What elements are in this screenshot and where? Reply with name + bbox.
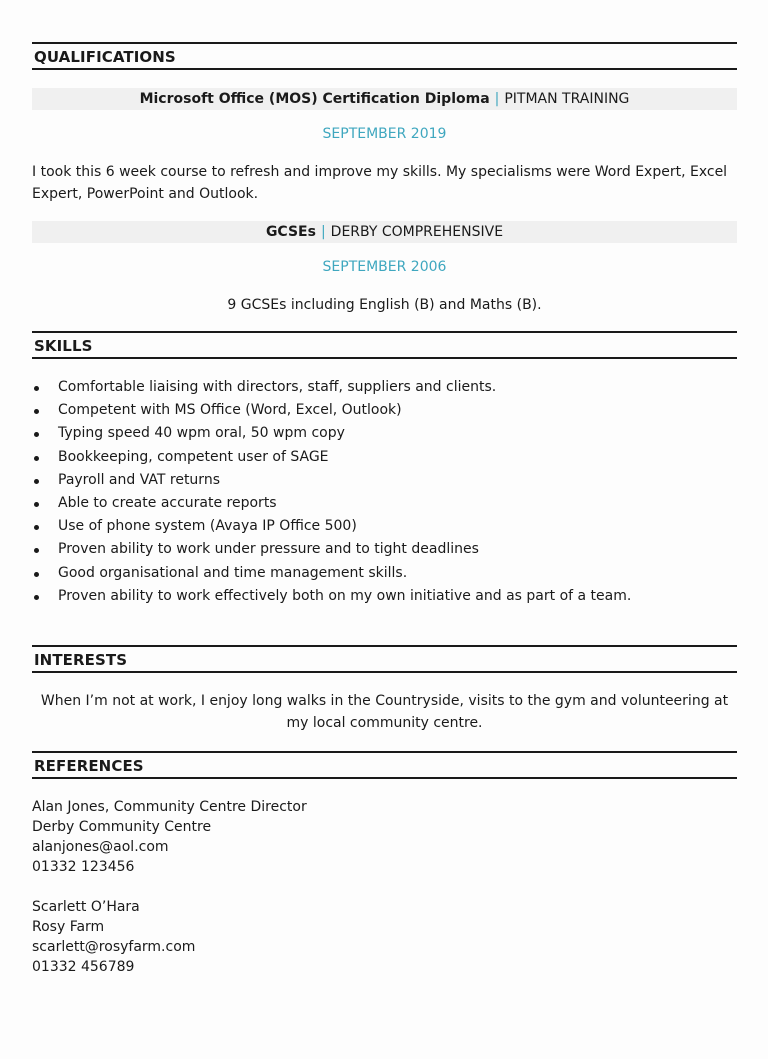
qualification-degree: GCSEs [265,224,316,240]
reference-name: Alan Jones, Community Centre Director [32,799,307,815]
skills-heading: SKILLS [34,337,93,355]
skills-list [32,376,631,608]
qualification-institution: PITMAN TRAINING [504,91,630,107]
skill-item: Bookkeeping, competent user of SAGE [32,446,631,469]
reference-email[interactable]: scarlett@rosyfarm.com [32,939,196,955]
skill-item: Payroll and VAT returns [32,469,631,492]
reference-2 [32,897,195,977]
interests-heading: INTERESTS [34,651,128,669]
interests-text: When I’m not at work, I enjoy long walks in the Countryside, visits to the gym and volunteering at my local community centre. [40,693,729,731]
skill-item: Use of phone system (Avaya IP Office 500) [32,515,631,538]
qualification-separator: | [494,91,500,107]
skill-item: Competent with MS Office (Word, Excel, Outlook) [32,399,631,422]
qualification-title-2 [32,221,737,243]
qualification-date-2: SEPTEMBER 2006 [322,259,447,275]
skills-section-header [32,331,737,359]
references-heading: REFERENCES [34,757,144,775]
qualification-description-2: 9 GCSEs including English (B) and Maths (B). [227,297,542,313]
references-section-header [32,751,737,779]
qualification-description-1: I took this 6 week course to refresh and improve my skills. My specialisms were Word Expert, Excel Expert, PowerPoint and Outlook. [32,164,728,202]
qualification-title-1 [32,88,737,110]
skill-item: Proven ability to work effectively both on my own initiative and as part of a team. [32,585,631,608]
qualification-degree: Microsoft Office (MOS) Certification Diploma [139,91,490,107]
skill-item: Able to create accurate reports [32,492,631,515]
skill-item: Proven ability to work under pressure and to tight deadlines [32,538,631,561]
reference-1 [32,797,307,877]
reference-organisation: Rosy Farm [32,919,105,935]
qualification-date-1: SEPTEMBER 2019 [322,126,447,142]
reference-organisation: Derby Community Centre [32,819,212,835]
reference-phone: 01332 456789 [32,959,135,975]
reference-email[interactable]: alanjones@aol.com [32,839,169,855]
skill-item: Good organisational and time management skills. [32,562,631,585]
skill-item: Comfortable liaising with directors, staff, suppliers and clients. [32,376,631,399]
qualification-separator: | [320,224,326,240]
skill-item: Typing speed 40 wpm oral, 50 wpm copy [32,422,631,445]
qualification-institution: DERBY COMPREHENSIVE [330,224,504,240]
reference-phone: 01332 123456 [32,859,135,875]
qualifications-heading: QUALIFICATIONS [34,48,176,66]
reference-name: Scarlett O’Hara [32,899,140,915]
interests-section-header [32,645,737,673]
qualifications-section-header [32,42,737,70]
